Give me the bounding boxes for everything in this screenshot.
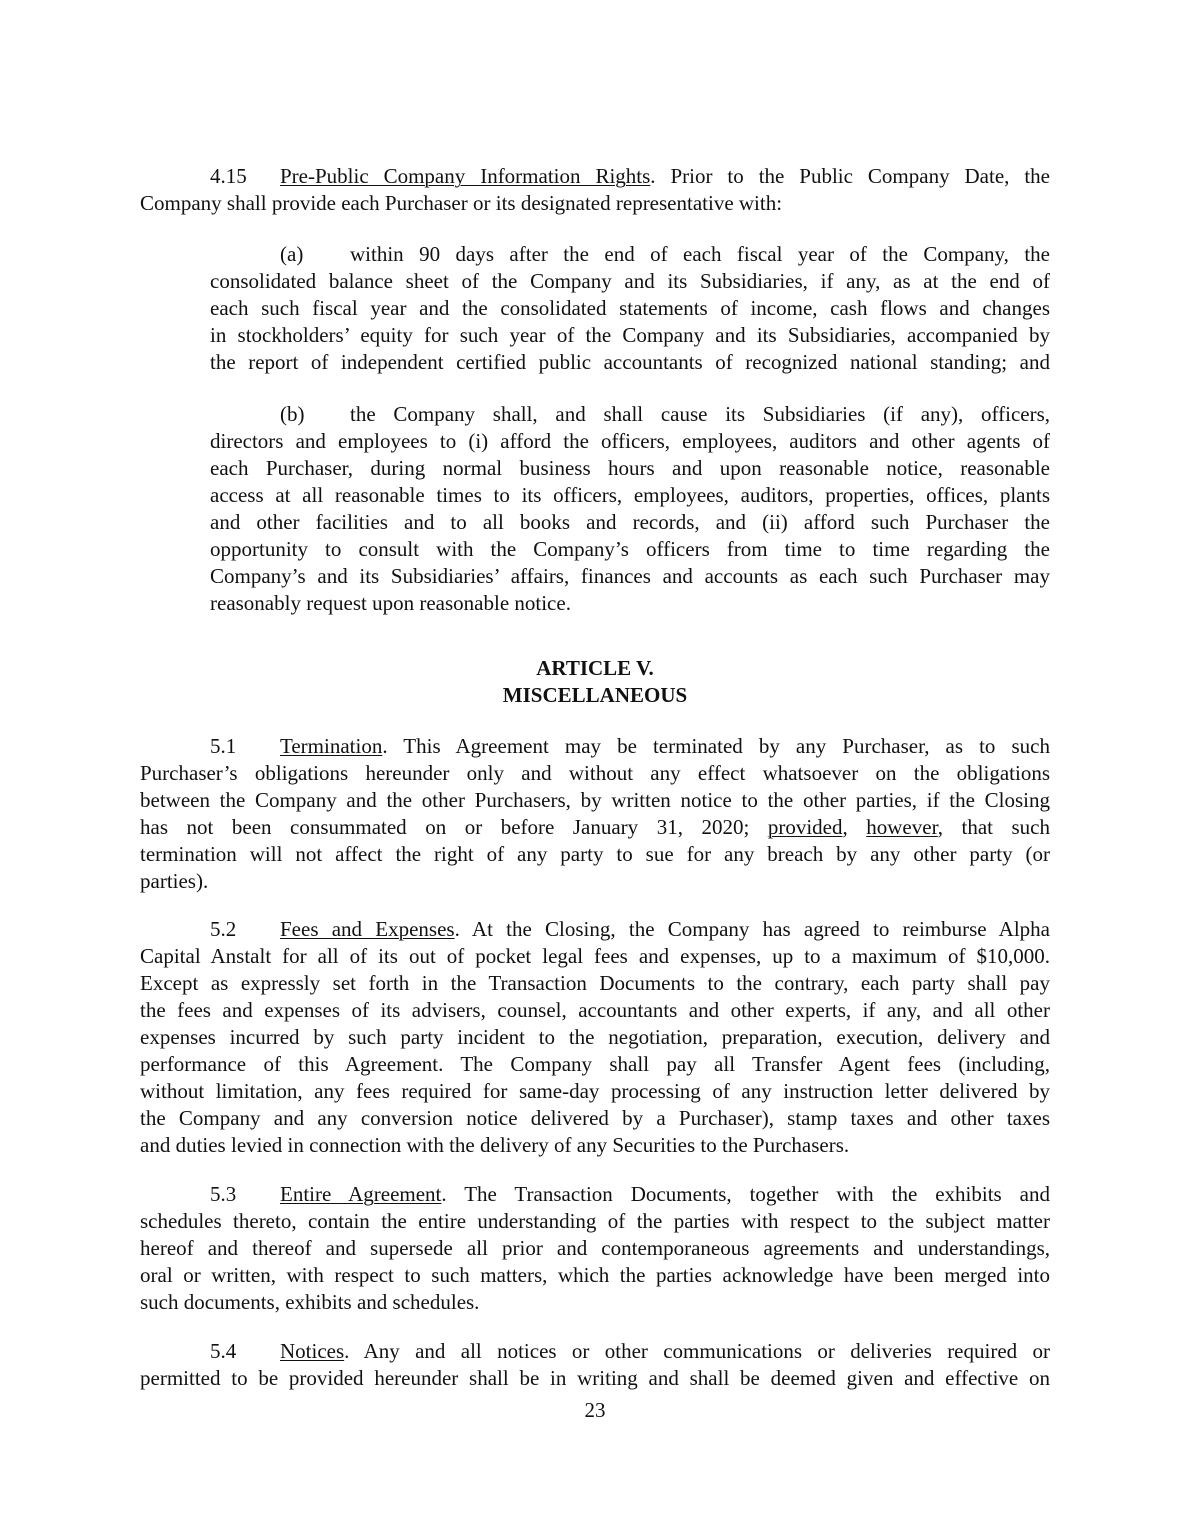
paragraph-line: access at all reasonable times to its officers, employees, auditors, properties, offices, plants bbox=[210, 483, 1050, 507]
paragraph-line: consolidated balance sheet of the Company and its Subsidiaries, if any, as at the end of bbox=[210, 269, 1050, 293]
paragraph-line: such documents, exhibits and schedules. bbox=[140, 1290, 480, 1314]
article-heading: ARTICLE V. bbox=[536, 656, 654, 680]
paragraph-line: permitted to be provided hereunder shall be in writing and shall be deemed given and effective on bbox=[140, 1366, 1050, 1390]
item-label: (a) bbox=[280, 242, 304, 266]
paragraph-line: Company shall provide each Purchaser or its designated representative with: bbox=[140, 191, 783, 215]
paragraph-line: Purchaser’s obligations hereunder only and without any effect whatsoever on the obligations bbox=[140, 761, 1050, 785]
paragraph-line: Company’s and its Subsidiaries’ affairs, finances and accounts as each such Purchaser may bbox=[210, 564, 1050, 588]
paragraph-line: without limitation, any fees required for same-day processing of any instruction letter delivered by bbox=[140, 1079, 1050, 1103]
paragraph-line: performance of this Agreement. The Company shall pay all Transfer Agent fees (including, bbox=[140, 1052, 1050, 1076]
paragraph-line: has not been consummated on or before January 31, 2020; provided, however, that such bbox=[140, 815, 1051, 839]
paragraph-line: and other facilities and to all books and records, and (ii) afford such Purchaser the bbox=[210, 510, 1050, 534]
section-title: Fees and Expenses bbox=[280, 917, 455, 941]
paragraph-line: the report of independent certified public accountants of recognized national standing; and bbox=[210, 350, 1050, 374]
paragraph-line: hereof and thereof and supersede all prior and contemporaneous agreements and understandings, bbox=[140, 1236, 1050, 1260]
paragraph-line: expenses incurred by such party incident to the negotiation, preparation, execution, delivery and bbox=[140, 1025, 1050, 1049]
paragraph-line: in stockholders’ equity for such year of the Company and its Subsidiaries, accompanied by bbox=[210, 323, 1050, 347]
section-number: 5.3 bbox=[210, 1182, 237, 1206]
section-heading-line: Notices. Any and all notices or other communications or deliveries required or bbox=[280, 1339, 1050, 1363]
paragraph-line: parties). bbox=[140, 869, 209, 893]
section-heading-line: Pre-Public Company Information Rights. Prior to the Public Company Date, the bbox=[280, 164, 1050, 188]
section-heading-line: Entire Agreement. The Transaction Documents, together with the exhibits and bbox=[280, 1182, 1050, 1206]
paragraph-line: each Purchaser, during normal business hours and upon reasonable notice, reasonable bbox=[210, 456, 1050, 480]
paragraph-line: Capital Anstalt for all of its out of pocket legal fees and expenses, up to a maximum of $10,000. bbox=[140, 944, 1050, 968]
section-number: 4.15 bbox=[210, 164, 247, 188]
paragraph-line: the Company shall, and shall cause its Subsidiaries (if any), officers, bbox=[350, 402, 1050, 426]
paragraph-line: the Company and any conversion notice delivered by a Purchaser), stamp taxes and other taxes bbox=[140, 1106, 1050, 1130]
section-title: Entire Agreement bbox=[280, 1182, 442, 1206]
section-number: 5.2 bbox=[210, 917, 237, 941]
section-title: Pre-Public Company Information Rights bbox=[280, 164, 651, 188]
paragraph-line: oral or written, with respect to such matters, which the parties acknowledge have been merged into bbox=[140, 1263, 1050, 1287]
paragraph-line: reasonably request upon reasonable notice. bbox=[210, 591, 571, 615]
section-title: Termination bbox=[280, 734, 383, 758]
item-label: (b) bbox=[280, 402, 305, 426]
paragraph-line: opportunity to consult with the Company’s officers from time to time regarding the bbox=[210, 537, 1050, 561]
provided-term: provided bbox=[767, 815, 843, 839]
paragraph-line: and duties levied in connection with the delivery of any Securities to the Purchasers. bbox=[140, 1133, 850, 1157]
paragraph-line: each such fiscal year and the consolidated statements of income, cash flows and changes bbox=[210, 296, 1050, 320]
section-number: 5.1 bbox=[210, 734, 237, 758]
paragraph-line: termination will not affect the right of any party to sue for any breach by any other party (or bbox=[140, 842, 1050, 866]
section-number: 5.4 bbox=[210, 1339, 237, 1363]
paragraph-line: schedules thereto, contain the entire understanding of the parties with respect to the subject matter bbox=[140, 1209, 1050, 1233]
section-heading-line: Termination. This Agreement may be terminated by any Purchaser, as to such bbox=[280, 734, 1050, 758]
section-heading-line: Fees and Expenses. At the Closing, the Company has agreed to reimburse Alpha bbox=[280, 917, 1050, 941]
paragraph-line: the fees and expenses of its advisers, counsel, accountants and other experts, if any, and all other bbox=[140, 998, 1050, 1022]
paragraph-line: directors and employees to (i) afford the officers, employees, auditors and other agents of bbox=[210, 429, 1050, 453]
however-term: however bbox=[866, 815, 938, 839]
article-title: MISCELLANEOUS bbox=[502, 683, 688, 707]
page-number: 23 bbox=[584, 1398, 606, 1422]
paragraph-line: within 90 days after the end of each fiscal year of the Company, the bbox=[350, 242, 1050, 266]
paragraph-line: between the Company and the other Purchasers, by written notice to the other parties, if the Closing bbox=[140, 788, 1050, 812]
section-title: Notices bbox=[280, 1339, 345, 1363]
paragraph-line: Except as expressly set forth in the Transaction Documents to the contrary, each party shall pay bbox=[140, 971, 1050, 995]
